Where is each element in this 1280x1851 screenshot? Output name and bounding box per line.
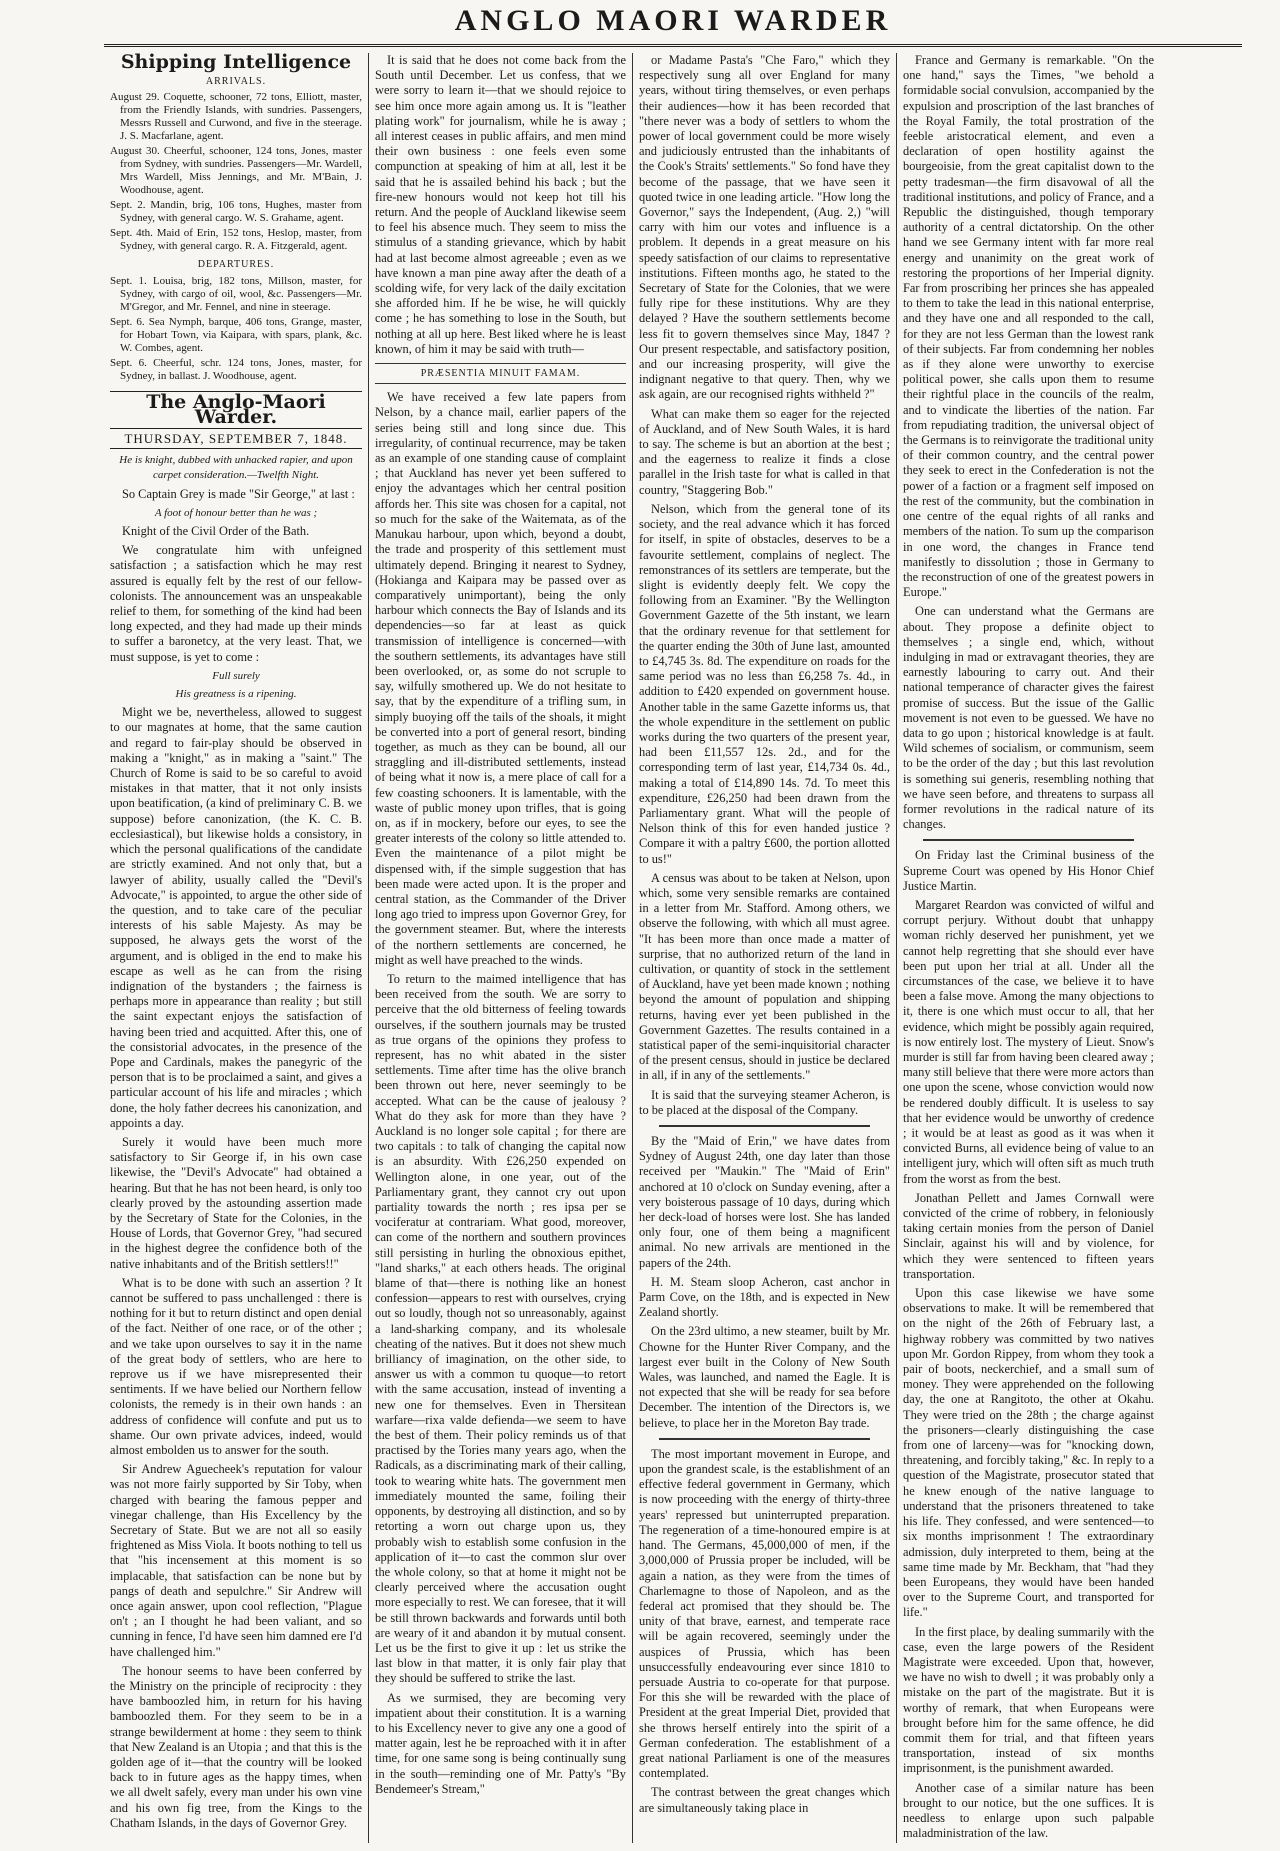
paragraph: The honour seems to have been conferred by the Ministry on the principle of reciprocity : they have bamboozled him, in return for his having bamboozled them. For they seem to be in a strange bewilderment at home : they seem to think that New Zealand is an Utopia ; and that this is the golden age of it—that the country will be looked back to in future ages as the happy times, when we all dwelt safely, every man under his own vine and his own fig tree, from the Kings to the Chatham Islands, in the days of Governor Grey. [110,1663,362,1830]
column-2 [368,53,632,1843]
paragraph: On the 23rd ultimo, a new steamer, built by Mr. Chowne for the Hunter River Company, and the largest ever built in the Colony of New South Wales, was launched, and named the Eagle. It is not expected that she will be ready for sea before December. The intention of the Directors is, we believe, to place her in the Moreton Bay trade. [639,1324,890,1430]
column-3 [632,53,896,1843]
paragraph: Another case of a similar nature has been brought to our notice, but the one suffices. It is needless to enlarge upon such palpable maladministration of the law. [903,1780,1154,1841]
paper-title: The Anglo-Maori Warder. [110,391,362,429]
column-1 [104,53,368,1843]
departures-heading: DEPARTURES. [197,259,275,271]
paragraph: In the first place, by dealing summarily with the case, even the large powers of the Resident Magistrate were exceeded. Upon that, however, we have no wish to dwell ; it was probably only a mistake on the part of the magistrate. But it is worthy of remark, that when Europeans were brought before him for the same offence, he did commit them for trial, and that fifteen years transportation, instead of six months imprisonment, is the punishment awarded. [903,1624,1154,1776]
paragraph: Might we be, nevertheless, allowed to suggest to our magnates at home, that the same caution and regard to fair-play should be observed in making a "knight," as in making a "saint." The Church of Rome is said to be so careful to avoid mistakes in that matter, that it not only insists upon beatification, (a kind of preliminary C. B. we suppose) before canonization, (the K. C. B. ecclesiastical), but likewise holds a consistory, in which the personal qualifications of the candidate are strictly examined. And not only that, but a lawyer of ability, usually called the "Devil's Advocate," is appointed, to argue the other side of the question, and to take care of the peculiar interests of his sable Majesty. As may be supposed, he always gets the worst of the argument, and is obliged in the end to make his escape as well as he can from the rising indignation of the bystanders ; the fairness is perhaps more in appearance than reality ; but still the saint expectant enjoys the satisfaction of having been tried and acquitted. After this, one of the consistorial advocates, in the presence of the Pope and Cardinals, makes the panegyric of the person that is to be proclaimed a saint, and gives a particular account of his life and miracles ; which done, the holy father decrees his canonization, and appoints a day. [110,705,362,1130]
article-separator [923,839,1134,841]
arrival-item: August 29. Coquette, schooner, 72 tons, Elliott, master, from the Friendly Islands, with sundries. Passengers, Messrs Russell and Curwond, and five in the steerage. J. S. Macfarlane, agent. [110,91,362,143]
arrival-item: Sept. 2. Mandin, brig, 106 tons, Hughes, master from Sydney, with general cargo. W. S. Grahame, agent. [110,199,362,225]
masthead: ANGLO MAORI WARDER [454,4,892,37]
departure-item: Sept. 1. Louisa, brig, 182 tons, Millson, master, for Sydney, with cargo of oil, wool, &c. Passengers—Mr. M'Gregor, and Mr. Fennel, and nine in steerage. [110,274,362,313]
latin-motto: PRÆSENTIA MINUIT FAMAM. [375,363,626,384]
paragraph: A census was about to be taken at Nelson, upon which, some very sensible remarks are contained in a letter from Mr. Stafford. Among others, we observe the following, with which all must agree. "It has been more than once made a matter of surprise, that no authorized return of the land in cultivation, or quantity of stock in the settlement of Auckland, have yet been made known ; nothing beyond the amount of population and shipping returns, having ever yet been published in the Government Gazettes. The results contained in a statistical paper of the semi-inquisitorial character of the present census, should in justice be declared in all, if in any of the settlements." [639,870,890,1083]
paragraph: France and Germany is remarkable. "On the one hand," says the Times, "we behold a formidable social convulsion, accompanied by the expulsion and proscription of the last branches of the Royal Family, the total prostration of the feeble aristocratical element, and even a declaration of open hostility against the bourgeoisie, from the great capitalist down to the petty tradesman—the firm disavowal of all the traditional institutions, and policy of France, and a Republic the distinguished, though temporary authority of a central dictatorship. On the other hand we see Germany intent with far more real energy and unanimity on the great work of restoring the proportions of her Imperial dignity. Far from proscribing her princes she has appealed to them to take the lead in this national enterprise, and they have one and all responded to the call, for they are not less German than the lowest rank of their subjects. Far from condemning her nobles as if they alone were unworthy to exercise political power, she calls upon them to resume their rightful place in the councils of the realm, and to vindicate the liberties of the nation. Far from repudiating tradition, the universal object of the Germans is to reinvigorate the traditional unity of their common country, and the central power they seek to erect in the Confederation is not the power of a faction or a fragment self imposed on the rest of the community, but the combination in one centre of the equal rights of all ranks and members of the nation. To sum up the comparison in one word, the changes in France tend manifestly to dissolution ; those in Germany to the reconstruction of one of the greatest powers in Europe." [903,53,1154,600]
paragraph: Knight of the Civil Order of the Bath. [122,524,310,539]
verse-quote: His greatness is a ripening. [175,688,297,701]
paragraph: By the "Maid of Erin," we have dates from Sydney of August 24th, one day later than those received per "Maukin." The "Maid of Erin" anchored at 10 o'clock on Sunday evening, after a very boisterous passage of 10 days, during which her deck-load of horses were lost. She has landed only four, one of them being a magnificent animal. No new arrivals are mentioned in the papers of the 24th. [639,1134,890,1270]
paragraph: What is to be done with such an assertion ? It cannot be suffered to pass unchallenged : there is nothing for it but to return distinct and open denial of the fact. Neither of one race, or of the other ; and we take upon ourselves to say it in the name of the great body of settlers, who are here to reprove us if we have misrepresented their sentiments. If we have belied our Northern fellow colonists, the remedy is in their own hands : an address of confidence will confute and put us to shame. Our own private advices, indeed, would almost embolden us to answer for the south. [110,1275,362,1458]
paragraph: The contrast between the great changes which are simultaneously taking place in [639,1785,890,1815]
paragraph: On Friday last the Criminal business of the Supreme Court was opened by His Honor Chief Justice Martin. [903,848,1154,893]
paragraph: As we surmised, they are becoming very impatient about their constitution. It is a warning to his Excellency never to give any one a good of matter again, lest he be reproached with it in after time, for one same song is being continually sung in the south—reminding one of Mr. Patty's "By Bendemeer's Stream," [375,1690,626,1796]
departure-item: Sept. 6. Cheerful, schr. 124 tons, Jones, master, for Sydney, in ballast. J. Woodhouse, agent. [110,356,362,382]
shipping-title: Shipping Intelligence [120,53,352,73]
arrival-item: August 30. Cheerful, schooner, 124 tons, Jones, master from Sydney, with sundries. Passengers—Mr. Wardell, Mrs Wardell, Miss Jennings, and Mr. M'Bain, J. Woodhouse, agent. [110,145,362,197]
arrivals-heading: ARRIVALS. [205,76,267,88]
dateline: THURSDAY, SEPTEMBER 7, 1848. [110,431,362,449]
paragraph: It is said that he does not come back from the South until December. Let us confess, that we were sorry to learn it—that we should rejoice to see him once more again among us. It is "leather plating work" for journalism, while he is away ; all interest ceases in public affairs, and men mind their own business : one feels even some compunction at speaking of him at all, lest it be said that he is assailed behind his back ; but the fire-new honours would not keep hot till his return. And the people of Auckland likewise seem to feel his absence much. They seem to miss the stimulus of a standing grievance, which by habit had at last become almost agreeable ; even as we have known a man pine away after the death of a scolding wife, for very lack of the daily excitation she afforded him. If he be wise, he will quickly come ; he has something to lose in the South, but nothing at all up here. Best liked where he is least known, of him it may be said with truth— [375,53,626,356]
article-separator [659,1438,870,1440]
paragraph: We congratulate him with unfeigned satisfaction ; a satisfaction which he may rest assured is equally felt by the rest of our fellow-colonists. The announcement was an unspeakable relief to them, for something of the kind had been long expected, and they had made up their minds to suffer a baronetcy, at the very least. That, we must suppose, is yet to come : [110,543,362,664]
paragraph: We have received a few late papers from Nelson, by a chance mail, earlier papers of the series being still and long since due. This irregularity, of continual recurrence, may be taken as an example of one standing cause of complaint ; that Auckland has never yet been suffered to enjoy the advantages which her central position affords her. This site was chosen for a capital, not so much for the sake of the Waitemata, as of the Manukau harbour, upon which, beyond a doubt, the trade and prosperity of this settlement must ultimately depend. Bringing it nearest to Sydney, (Hokianga and Kaipara may be passed over as comparatively unimportant), being the only harbour which connects the Bay of Islands and its dependencies—so far at least as quick transmission of intelligence is concerned—with the southern settlements, its advantages have still been overlooked, or, as some do not scruple to say, wilfully smothered up. We do not hesitate to say, that by the expenditure of a trifling sum, in simply buoying off the tails of the shoals, it might be converted into a port of general resort, binding together, as much as they can be bound, all our straggling and ill-distributed settlements, instead of being what it now is, a mere place of call for a few coasting schooners. It is lamentable, with the waste of public money upon trifles, that is going on, as if in mockery, before our eyes, to see the greater interests of the colony so little attended to. Even the maintenance of a pilot might be dispensed with, if the simple suggestion that has been made were acted upon. It is the proper and central station, as the Commander of the Driver long ago tried to impress upon Governor Grey, for the government steamer. But, where the interests of the northern settlements are concerned, he might as well have preached to the winds. [375,390,626,967]
column-4 [896,53,1160,1843]
arrival-item: Sept. 4th. Maid of Erin, 152 tons, Heslop, master, from Sydney, with general cargo. R. A. Fitzgerald, agent. [110,227,362,253]
paragraph: Sir Andrew Aguecheek's reputation for valour was not more fairly supported by Sir Toby, when charged with bearing the famous pepper and vinegar challenge, than His Excellency by the Secretary of State. But we are not all so easily frightened as Miss Viola. It boots nothing to tell us that "his incensement at this moment is so implacable, that satisfaction can be none but by pangs of death and sepulchre." Sir Andrew will once again answer, upon cool reflection, "Plague on't ; an I thought he had been valiant, and so cunning in fence, I'd have seen him damned ere I'd have challenged him." [110,1462,362,1659]
paragraph: Upon this case likewise we have some observations to make. It will be remembered that on the night of the 26th of February last, a highway robbery was committed by two natives upon Mr. Gordon Rippey, from whom they took a pair of boots, neckerchief, and a small sum of money. They were apprehended on the following day, the one at Rangitoto, the other at Okahu. They were tried on the 28th ; the charge against the prisoners—clearly distinguishing the case from one of larceny—was for "knocking down, threatening, and forcibly taking," &c. In reply to a question of the Magistrate, prosecutor stated that he knew enough of the native language to understand that the prisoners threatened to take his life. They confessed, and were sentenced—to six months imprisonment ! The extraordinary admission, duly interpreted to them, being at the same time made by Mr. Beckham, that "had they been Europeans, they would have been handed over to the Supreme Court, and transported for life." [903,1286,1154,1620]
paragraph: or Madame Pasta's "Che Faro," which they respectively sung all over England for many years, without tiring themselves, or even perhaps their audiences—how it has been recorded that "there never was a body of settlers to whom the power of local government could be more wisely and judiciously entrusted than the inhabitants of the Cook's Straits' settlements." So fond have they become of the passage, that we have seen it quoted twice in one leading article. "How long the Governor," says the Independent, (Aug. 2,) "will carry with him our votes and influence is a problem. It depends in a great measure on his speedy satisfaction of our claims to representative institutions. Fifteen months ago, he stated to the Secretary of State for the Colonies, that we were fully ripe for these institutions. Why are they delayed ? Have the southern settlements become less fit to govern themselves since May, 1847 ? Our present respectable, and satisfactory position, and our increasing prosperity, will give the indignant negative to that query. Then, why we ask again, are our recognised rights withheld ?" [639,53,890,402]
paragraph: Surely it would have been much more satisfactory to Sir George if, in his own case likewise, the "Devil's Advocate" had obtained a hearing. But that he has not been heard, is only too clearly proved by the astounding assertion made by the Secretary of State for the Colonies, in the House of Lords, that Governor Grey, "had secured in the highest degree the confidence both of the native inhabitants and of the British settlers!!" [110,1134,362,1271]
paragraph: Margaret Reardon was convicted of wilful and corrupt perjury. Without doubt that unhappy woman richly deserved her punishment, yet we cannot help regretting that she should ever have been put upon her trial at all. Under all the circumstances of the case, we believe it to have been a false move. Among the many objections to it, there is one which must occur to all, that her evidence, which might be possibly again required, is now entirely lost. The mystery of Lieut. Snow's murder is still far from having been cleared away ; many still believe that there were more actors than one upon the scene, whose conviction would now be rendered doubly difficult. It is useless to say that her evidence would be unworthy of credence ; it would be at least as good as it was when it convicted Burns, all evidence being of value to an intelligent jury, which will often sift as much truth from the worst as from the best. [903,897,1154,1186]
verse-quote: Full surely [212,669,260,682]
epigraph: He is knight, dubbed with unhacked rapier, and upon carpet consideration.—Twelfth Night. [119,454,353,482]
paragraph: One can understand what the Germans are about. They propose a definite object to themselves ; a single end, which, without indulging in mad or extravagant theories, they are earnestly labouring to carry out. And their national temperance of character gives the fairest promise of success. But the issue of the Gallic movement is not even to be guessed. We have no data to go upon ; historical knowledge is at fault. Wild schemes of socialism, or communism, seem to be the order of the day ; but this last revolution is something sui generis, resembling nothing that we have seen before, and threatens to surpass all former revolutions in the radical nature of its changes. [903,604,1154,832]
article-separator [659,1125,870,1127]
paragraph: Nelson, which from the general tone of its society, and the real advance which it has forced for itself, in spite of obstacles, deserves to be a favourite settlement, complains of neglect. The remonstrances of its settlers are temperate, but the slight is evidently deeply felt. We copy the following from an Examiner. "By the Wellington Government Gazette of the 5th instant, we learn that the ordinary revenue for that settlement for the quarter ending the 30th of June last, amounted to £4,745 3s. 8d. The expenditure on roads for the same period was no less than £6,258 7s. 4d., in addition to £420 expended on government house. Another table in the same Gazette informs us, that the whole expenditure in the settlement on public works during the two quarters of the present year, had been £11,557 12s. 2d., and for the corresponding term of last year, £14,734 0s. 4d., making a total of £14,890 14s. 7d. To meet this expenditure, £26,250 had been drawn from the Parliamentary grant. What will the people of Nelson think of this for even handed justice ? Compare it with a paltry £600, the portion allotted to us!" [639,501,890,866]
paragraph: To return to the maimed intelligence that has been received from the south. We are sorry to perceive that the old bitterness of feeling towards ourselves, if the southern journals may be trusted as true organs of the opinions they profess to represent, has no whit abated in the sister settlements. Time after time has the olive branch been thrown out here, never seemingly to be accepted. What can be the cause of jealousy ? What do they ask for more than they have ? Auckland is no longer sole capital ; for there are two capitals : to talk of changing the capital now is an absurdity. With £26,250 expended on Wellington alone, in one year, out of the Parliamentary grant, they cannot cry out upon partiality towards the north ; res ipsa per se vociferatur at contrariam. What good, moreover, can come of the northern and southern provinces still persisting in hurling the obnoxious epithet, "land sharks," at each others heads. The original blame of that—there is nothing like an honest confession—appears to rest with ourselves, crying out so loudly, though not so unreasonably, against a land-sharking company, and its wholesale cheating of the natives. But it does not shew much brilliancy of imagination, on the other side, to answer us with a common tu quoque—to retort with the same accusation, instead of inventing a new one for themselves. Even in Thersitean warfare—rixa valde defienda—we seem to have the best of them. Their policy reminds us of that practised by the Tories many years ago, when the Radicals, as a discriminating mark of their calling, took to wearing white hats. The government men immediately mounted the same, foiling their opponents, by destroying all distinction, and so by retorting a worn out charge upon us, they probably wish to establish some confusion in the application of it—to cast the common slur over the whole colony, so that at home it might not be clearly perceived where the accusation ought more especially to rest. We can foresee, that it will be still thrown backwards and forwards until both are weary of it and abandon it by mutual consent. Let us be the first to give it up : let us strike the last blow in that matter, it is only fair play that they should be suffered to strike the last. [375,971,626,1686]
departure-item: Sept. 6. Sea Nymph, barque, 406 tons, Grange, master, for Hobart Town, via Kaipara, with spars, plank, &c. W. Combes, agent. [110,315,362,354]
paragraph: It is said that the surveying steamer Acheron, is to be placed at the disposal of the Company. [639,1087,890,1117]
paragraph: The most important movement in Europe, and upon the grandest scale, is the establishment of an effective federal government in Germany, which is now proceeding with the energy of thirty-three years' repressed but uninterrupted preparation. The regeneration of a time-honoured empire is at hand. The Germans, 45,000,000 of men, if the 3,000,000 of Prussia proper be included, will be again a nation, as they were from the times of Charlemagne to those of Napoleon, and as the federal act promised that they should be. The unity of that brave, earnest, and temperate race will be again recovered, seemingly under the auspices of Prussia, which has been unsuccessfully endeavouring ever since 1810 to persuade Austria to co-operate for that purpose. For this she will be rewarded with the place of President at the great Imperial Diet, provided that she throws herself entirely into the spirit of a German confederation. The establishment of a great national Parliament is one of the measures contemplated. [639,1446,890,1781]
paragraph: What can make them so eager for the rejected of Auckland, and of New South Wales, it is hard to say. The scheme is but an abortion at the best ; and the eagerness to realize it finds a close parallel in the Irish taste for what is called in that country, "Staggering Bob." [639,406,890,497]
columns [104,53,1242,1843]
paragraph: Jonathan Pellett and James Cornwall were convicted of the crime of robbery, in feloniously taking certain monies from the person of Daniel Sinclair, against his will and by violence, for which they were sentenced to fifteen years transportation. [903,1190,1154,1281]
paragraph: H. M. Steam sloop Acheron, cast anchor in Parm Cove, on the 18th, and is expected in New Zealand shortly. [639,1274,890,1320]
verse-quote: A foot of honour better than he was ; [154,506,318,519]
paragraph: So Captain Grey is made "Sir George," at last : [122,486,355,501]
masthead-rule [104,44,1242,47]
